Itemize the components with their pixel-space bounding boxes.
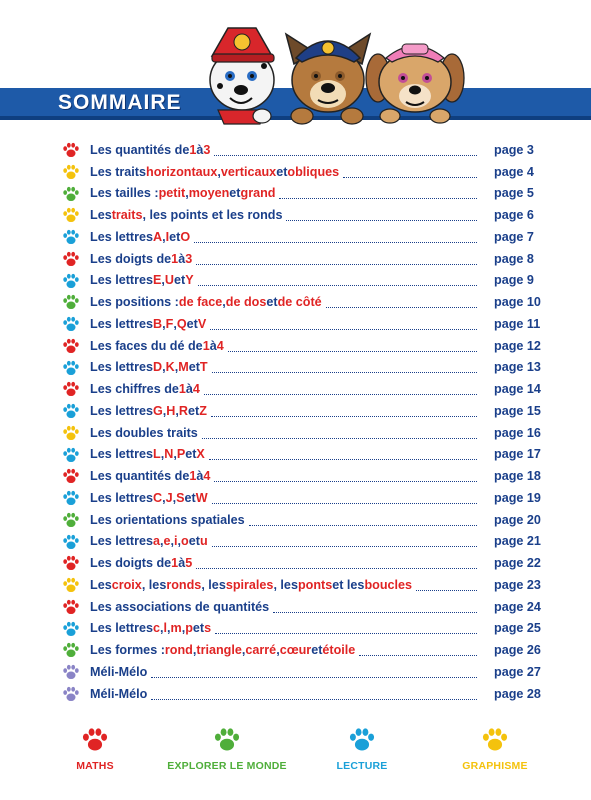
toc-row[interactable] [62, 161, 542, 183]
toc-entry-title [90, 378, 477, 400]
highlighted-term: 4 [192, 382, 200, 397]
entry-text: , [170, 534, 175, 549]
highlighted-term: V [197, 316, 207, 331]
dot-leader [202, 437, 477, 439]
highlighted-term: u [199, 534, 208, 549]
highlighted-term: 4 [216, 338, 224, 353]
highlighted-term: e [163, 534, 171, 549]
highlighted-term: I [165, 229, 170, 244]
entry-text: , [173, 316, 177, 331]
entry-text: Les tailles : [90, 186, 159, 201]
entry-text: , [162, 490, 166, 505]
toc-row[interactable] [62, 574, 542, 596]
highlighted-term: carré [245, 643, 277, 658]
entry-text: Les doigts de [90, 556, 172, 571]
toc-entry-title [90, 161, 477, 183]
toc-page-number: page 27 [494, 664, 541, 679]
dot-leader [212, 545, 477, 547]
toc-row[interactable] [62, 552, 542, 574]
entry-text: , [177, 534, 182, 549]
entry-text: à [178, 556, 186, 571]
entry-text: , [181, 621, 186, 636]
entry-text: Les [90, 208, 112, 223]
paw-print-icon [62, 621, 80, 637]
toc-row[interactable] [62, 139, 542, 161]
cockapoo-pup-image [366, 44, 464, 123]
entry-text: Les lettres [90, 490, 153, 505]
toc-page-number: page 18 [494, 469, 541, 484]
highlighted-term: rond [164, 643, 193, 658]
entry-text: et [185, 447, 197, 462]
paw-print-icon [62, 490, 80, 506]
highlighted-term: B [153, 316, 163, 331]
paw-print-icon [62, 468, 80, 484]
paw-print-icon [62, 229, 80, 245]
entry-text: et [174, 273, 186, 288]
toc-page-number: page 28 [494, 686, 541, 701]
entry-text: , [276, 643, 280, 658]
entry-text: , les [273, 577, 298, 592]
paw-print-icon [62, 599, 80, 615]
paw-print-icon [62, 686, 80, 702]
entry-text: , [162, 316, 166, 331]
toc-page-number: page 24 [494, 599, 541, 614]
toc-row[interactable] [62, 639, 542, 661]
toc-row[interactable] [62, 465, 542, 487]
toc-page-number: page 25 [494, 621, 541, 636]
toc-entry-title [90, 531, 477, 553]
highlighted-term: 1 [189, 142, 197, 157]
toc-row[interactable] [62, 335, 542, 357]
entry-text: Les quantités de [90, 142, 190, 157]
entry-text: Méli-Mélo [90, 664, 148, 679]
entry-text: Les lettres [90, 621, 153, 636]
dot-leader [359, 654, 477, 656]
entry-text: , les [141, 577, 167, 592]
highlighted-term: 1 [189, 469, 197, 484]
highlighted-term: horizontaux [146, 164, 218, 179]
toc-entry-title [90, 574, 477, 596]
entry-text: Les orientations spatiales [90, 512, 245, 527]
highlighted-term: W [195, 490, 208, 505]
toc-row[interactable] [62, 183, 542, 205]
dot-leader [204, 393, 477, 395]
toc-page-number: page 6 [494, 208, 534, 223]
highlighted-term: spirales [225, 577, 274, 592]
entry-text: et [188, 534, 200, 549]
entry-text: et [276, 164, 288, 179]
entry-text: et [229, 186, 241, 201]
paw-print-icon [62, 360, 80, 376]
toc-entry-title [90, 509, 477, 531]
entry-text: à [178, 251, 186, 266]
toc-entry-title [90, 204, 477, 226]
entry-text: et [169, 229, 181, 244]
toc-entry-title [90, 139, 477, 161]
paw-print-icon [62, 534, 80, 550]
entry-text: Les lettres [90, 534, 153, 549]
toc-row[interactable] [62, 596, 542, 618]
paw-print-icon [62, 512, 80, 528]
legend-label: EXPLORER LE MONDE [167, 760, 287, 772]
toc-page-number: page 10 [494, 295, 541, 310]
toc-page-number: page 26 [494, 643, 541, 658]
toc-page-number: page 7 [494, 229, 534, 244]
toc-row[interactable] [62, 357, 542, 379]
dot-leader [215, 632, 477, 634]
highlighted-term: 1 [178, 382, 186, 397]
entry-text: et [192, 621, 205, 636]
entry-text: et les [332, 577, 365, 592]
toc-page-number: page 19 [494, 490, 541, 505]
toc-entry-title [90, 248, 477, 270]
highlighted-term: M [178, 360, 189, 375]
paw-print-icon [62, 251, 80, 267]
toc-page-number: page 21 [494, 534, 541, 549]
dot-leader [209, 458, 477, 460]
toc-page-number: page 22 [494, 556, 541, 571]
toc-row[interactable] [62, 313, 542, 335]
dot-leader [211, 415, 477, 417]
dot-leader [151, 676, 477, 678]
highlighted-term: croix [111, 577, 142, 592]
legend-label: LECTURE [336, 760, 388, 772]
entry-text: Les lettres [90, 360, 153, 375]
toc-row[interactable] [62, 204, 542, 226]
paw-print-icon [62, 186, 80, 202]
highlighted-term: m [170, 621, 182, 636]
highlighted-term: 3 [203, 142, 211, 157]
highlighted-term: s [204, 621, 212, 636]
highlighted-term: T [199, 360, 208, 375]
paw-print-icon [481, 727, 509, 752]
entry-text: Les positions : [90, 295, 179, 310]
entry-text: Les lettres [90, 403, 153, 418]
paw-print-icon [62, 142, 80, 158]
highlighted-term: K [165, 360, 175, 375]
toc-page-number: page 16 [494, 425, 541, 440]
toc-page-number: page 12 [494, 338, 541, 353]
toc-row[interactable] [62, 661, 542, 683]
dalmatian-pup-image [210, 28, 274, 124]
toc-page-number: page 14 [494, 382, 541, 397]
highlighted-term: grand [240, 186, 276, 201]
dot-leader [196, 567, 477, 569]
paw-print-icon [62, 642, 80, 658]
dot-leader [343, 176, 477, 178]
entry-text: , [162, 229, 166, 244]
entry-text: à [196, 469, 204, 484]
toc-entry-title [90, 683, 477, 705]
entry-text: Les doubles traits [90, 425, 198, 440]
toc-row[interactable] [62, 531, 542, 553]
toc-entry-title [90, 639, 477, 661]
toc-entry-title [90, 661, 477, 683]
paw-print-icon [81, 727, 109, 752]
highlighted-term: 1 [202, 338, 210, 353]
highlighted-term: J [165, 490, 173, 505]
toc-entry-title [90, 357, 477, 379]
toc-row[interactable] [62, 487, 542, 509]
toc-entry-title [90, 226, 477, 248]
paw-print-icon [62, 207, 80, 223]
toc-row[interactable] [62, 422, 542, 444]
paw-print-icon [62, 164, 80, 180]
entry-text: , [192, 643, 197, 658]
entry-text: , les points et les ronds [142, 208, 283, 223]
dot-leader [212, 502, 477, 504]
toc-row[interactable] [62, 291, 542, 313]
highlighted-term: D [153, 360, 163, 375]
highlighted-term: Y [185, 273, 194, 288]
entry-text: Les faces du dé de [90, 338, 203, 353]
entry-text: , [160, 621, 164, 636]
paw-print-icon [62, 338, 80, 354]
paw-print-icon [62, 294, 80, 310]
entry-text: Les lettres [90, 273, 153, 288]
highlighted-term: ronds [166, 577, 202, 592]
entry-text: , [185, 186, 189, 201]
highlighted-term: O [180, 229, 191, 244]
toc-entry-title [90, 618, 477, 640]
toc-row[interactable] [62, 378, 542, 400]
highlighted-term: moyen [188, 186, 230, 201]
entry-text: , [175, 403, 179, 418]
paw-print-icon [348, 727, 376, 752]
highlighted-term: obliques [287, 164, 340, 179]
toc-row[interactable] [62, 248, 542, 270]
toc-entry-title [90, 596, 477, 618]
entry-text: et [188, 360, 200, 375]
highlighted-term: 3 [185, 251, 193, 266]
entry-text: Les associations de quantités [90, 599, 270, 614]
entry-text: Les quantités de [90, 469, 190, 484]
dot-leader [194, 241, 477, 243]
entry-text: , [217, 164, 221, 179]
highlighted-term: H [166, 403, 176, 418]
entry-text: Les chiffres de [90, 382, 179, 397]
toc-entry-title [90, 552, 477, 574]
highlighted-term: 1 [171, 556, 179, 571]
highlighted-term: l [163, 621, 168, 636]
table-of-contents [62, 139, 542, 705]
highlighted-term: 1 [171, 251, 179, 266]
highlighted-term: 4 [203, 469, 211, 484]
legend-label: GRAPHISME [462, 760, 528, 772]
dot-leader [210, 328, 477, 330]
toc-row[interactable] [62, 270, 542, 292]
highlighted-term: Z [199, 403, 207, 418]
paw-print-icon [62, 316, 80, 332]
entry-text: , [160, 447, 165, 462]
toc-page-number: page 20 [494, 512, 541, 527]
highlighted-term: A [153, 229, 163, 244]
highlighted-term: o [181, 534, 189, 549]
highlighted-term: cœur [279, 643, 312, 658]
dot-leader [279, 197, 477, 199]
dot-leader [228, 350, 477, 352]
highlighted-term: boucles [364, 577, 413, 592]
dot-leader [214, 480, 477, 482]
highlighted-term: C [153, 490, 163, 505]
entry-text: à [196, 142, 204, 157]
highlighted-term: de côté [277, 295, 322, 310]
dot-leader [273, 611, 477, 613]
highlighted-term: L [153, 447, 161, 462]
toc-row[interactable] [62, 509, 542, 531]
highlighted-term: p [185, 621, 193, 636]
highlighted-term: c [153, 621, 161, 636]
entry-text: Les lettres [90, 447, 153, 462]
highlighted-term: S [176, 490, 185, 505]
toc-page-number: page 3 [494, 142, 534, 157]
entry-text: , [160, 534, 164, 549]
highlighted-term: de face [178, 295, 223, 310]
entry-text: et [186, 316, 198, 331]
highlighted-term: a [153, 534, 161, 549]
toc-entry-title [90, 183, 477, 205]
highlighted-term: F [165, 316, 174, 331]
dot-leader [326, 306, 477, 308]
toc-row[interactable] [62, 400, 542, 422]
toc-entry-title [90, 400, 477, 422]
toc-entry-title [90, 487, 477, 509]
toc-entry-title [90, 422, 477, 444]
paw-print-icon [62, 577, 80, 593]
toc-page-number: page 4 [494, 164, 534, 179]
toc-page-number: page 11 [494, 316, 541, 331]
toc-entry-title [90, 313, 477, 335]
highlighted-term: N [164, 447, 174, 462]
legend-item-graphisme [410, 727, 580, 772]
dot-leader [214, 154, 477, 156]
toc-entry-title [90, 291, 477, 313]
entry-text: Les lettres [90, 316, 153, 331]
toc-row[interactable] [62, 683, 542, 705]
entry-text: , [222, 295, 226, 310]
toc-row[interactable] [62, 618, 542, 640]
highlighted-term: 5 [185, 556, 193, 571]
dot-leader [249, 524, 477, 526]
entry-text: , [172, 490, 177, 505]
dot-leader [212, 371, 477, 373]
entry-text: et [188, 403, 200, 418]
paw-print-icon [62, 425, 80, 441]
highlighted-term: de dos [225, 295, 267, 310]
entry-text: , [241, 643, 246, 658]
entry-text: et [266, 295, 278, 310]
toc-page-number: page 13 [494, 360, 541, 375]
toc-page-number: page 5 [494, 186, 534, 201]
subject-legend [0, 727, 591, 787]
dot-leader [286, 219, 477, 221]
entry-text: , [167, 621, 171, 636]
entry-text: et [311, 643, 323, 658]
entry-text: , [174, 360, 179, 375]
highlighted-term: E [153, 273, 162, 288]
dot-leader [416, 589, 477, 591]
dot-leader [196, 263, 477, 265]
entry-text: Les formes : [90, 643, 165, 658]
highlighted-term: étoile [322, 643, 356, 658]
toc-page-number: page 15 [494, 403, 541, 418]
paw-print-icon [62, 403, 80, 419]
paw-print-icon [62, 555, 80, 571]
highlighted-term: G [153, 403, 163, 418]
dot-leader [198, 284, 477, 286]
page-title: SOMMAIRE [58, 91, 182, 114]
highlighted-term: petit [158, 186, 186, 201]
toc-page-number: page 23 [494, 577, 541, 592]
toc-entry-title [90, 465, 477, 487]
highlighted-term: U [164, 273, 175, 288]
toc-page-number: page 9 [494, 273, 534, 288]
puppy-mascots-illustration [190, 18, 490, 126]
toc-row[interactable] [62, 226, 542, 248]
entry-text: Les lettres [90, 229, 153, 244]
paw-print-icon [62, 664, 80, 680]
dot-leader [151, 698, 477, 700]
highlighted-term: ponts [297, 577, 333, 592]
entry-text: , [173, 447, 177, 462]
paw-print-icon [62, 447, 80, 463]
highlighted-term: traits [111, 208, 143, 223]
entry-text: Méli-Mélo [90, 686, 148, 701]
toc-entry-title [90, 444, 477, 466]
entry-text: Les [90, 577, 112, 592]
paw-print-icon [213, 727, 241, 752]
paw-print-icon [62, 273, 80, 289]
highlighted-term: triangle [196, 643, 242, 658]
highlighted-term: Q [176, 316, 187, 331]
toc-entry-title [90, 335, 477, 357]
entry-text: , [162, 403, 167, 418]
highlighted-term: i [174, 534, 178, 549]
entry-text: Les doigts de [90, 251, 172, 266]
entry-text: , les [201, 577, 226, 592]
highlighted-term: R [178, 403, 189, 418]
toc-page-number: page 8 [494, 251, 534, 266]
paw-print-icon [62, 381, 80, 397]
toc-entry-title [90, 270, 477, 292]
toc-page-number: page 17 [494, 447, 541, 462]
entry-text: et [184, 490, 196, 505]
entry-text: Les traits [90, 164, 146, 179]
entry-text: , [162, 360, 166, 375]
highlighted-term: X [196, 447, 205, 462]
shepherd-pup-image [286, 34, 370, 124]
entry-text: à [185, 382, 193, 397]
highlighted-term: P [176, 447, 186, 462]
entry-text: à [209, 338, 217, 353]
entry-text: , [161, 273, 165, 288]
highlighted-term: verticaux [220, 164, 277, 179]
legend-label: MATHS [76, 760, 114, 772]
toc-row[interactable] [62, 444, 542, 466]
